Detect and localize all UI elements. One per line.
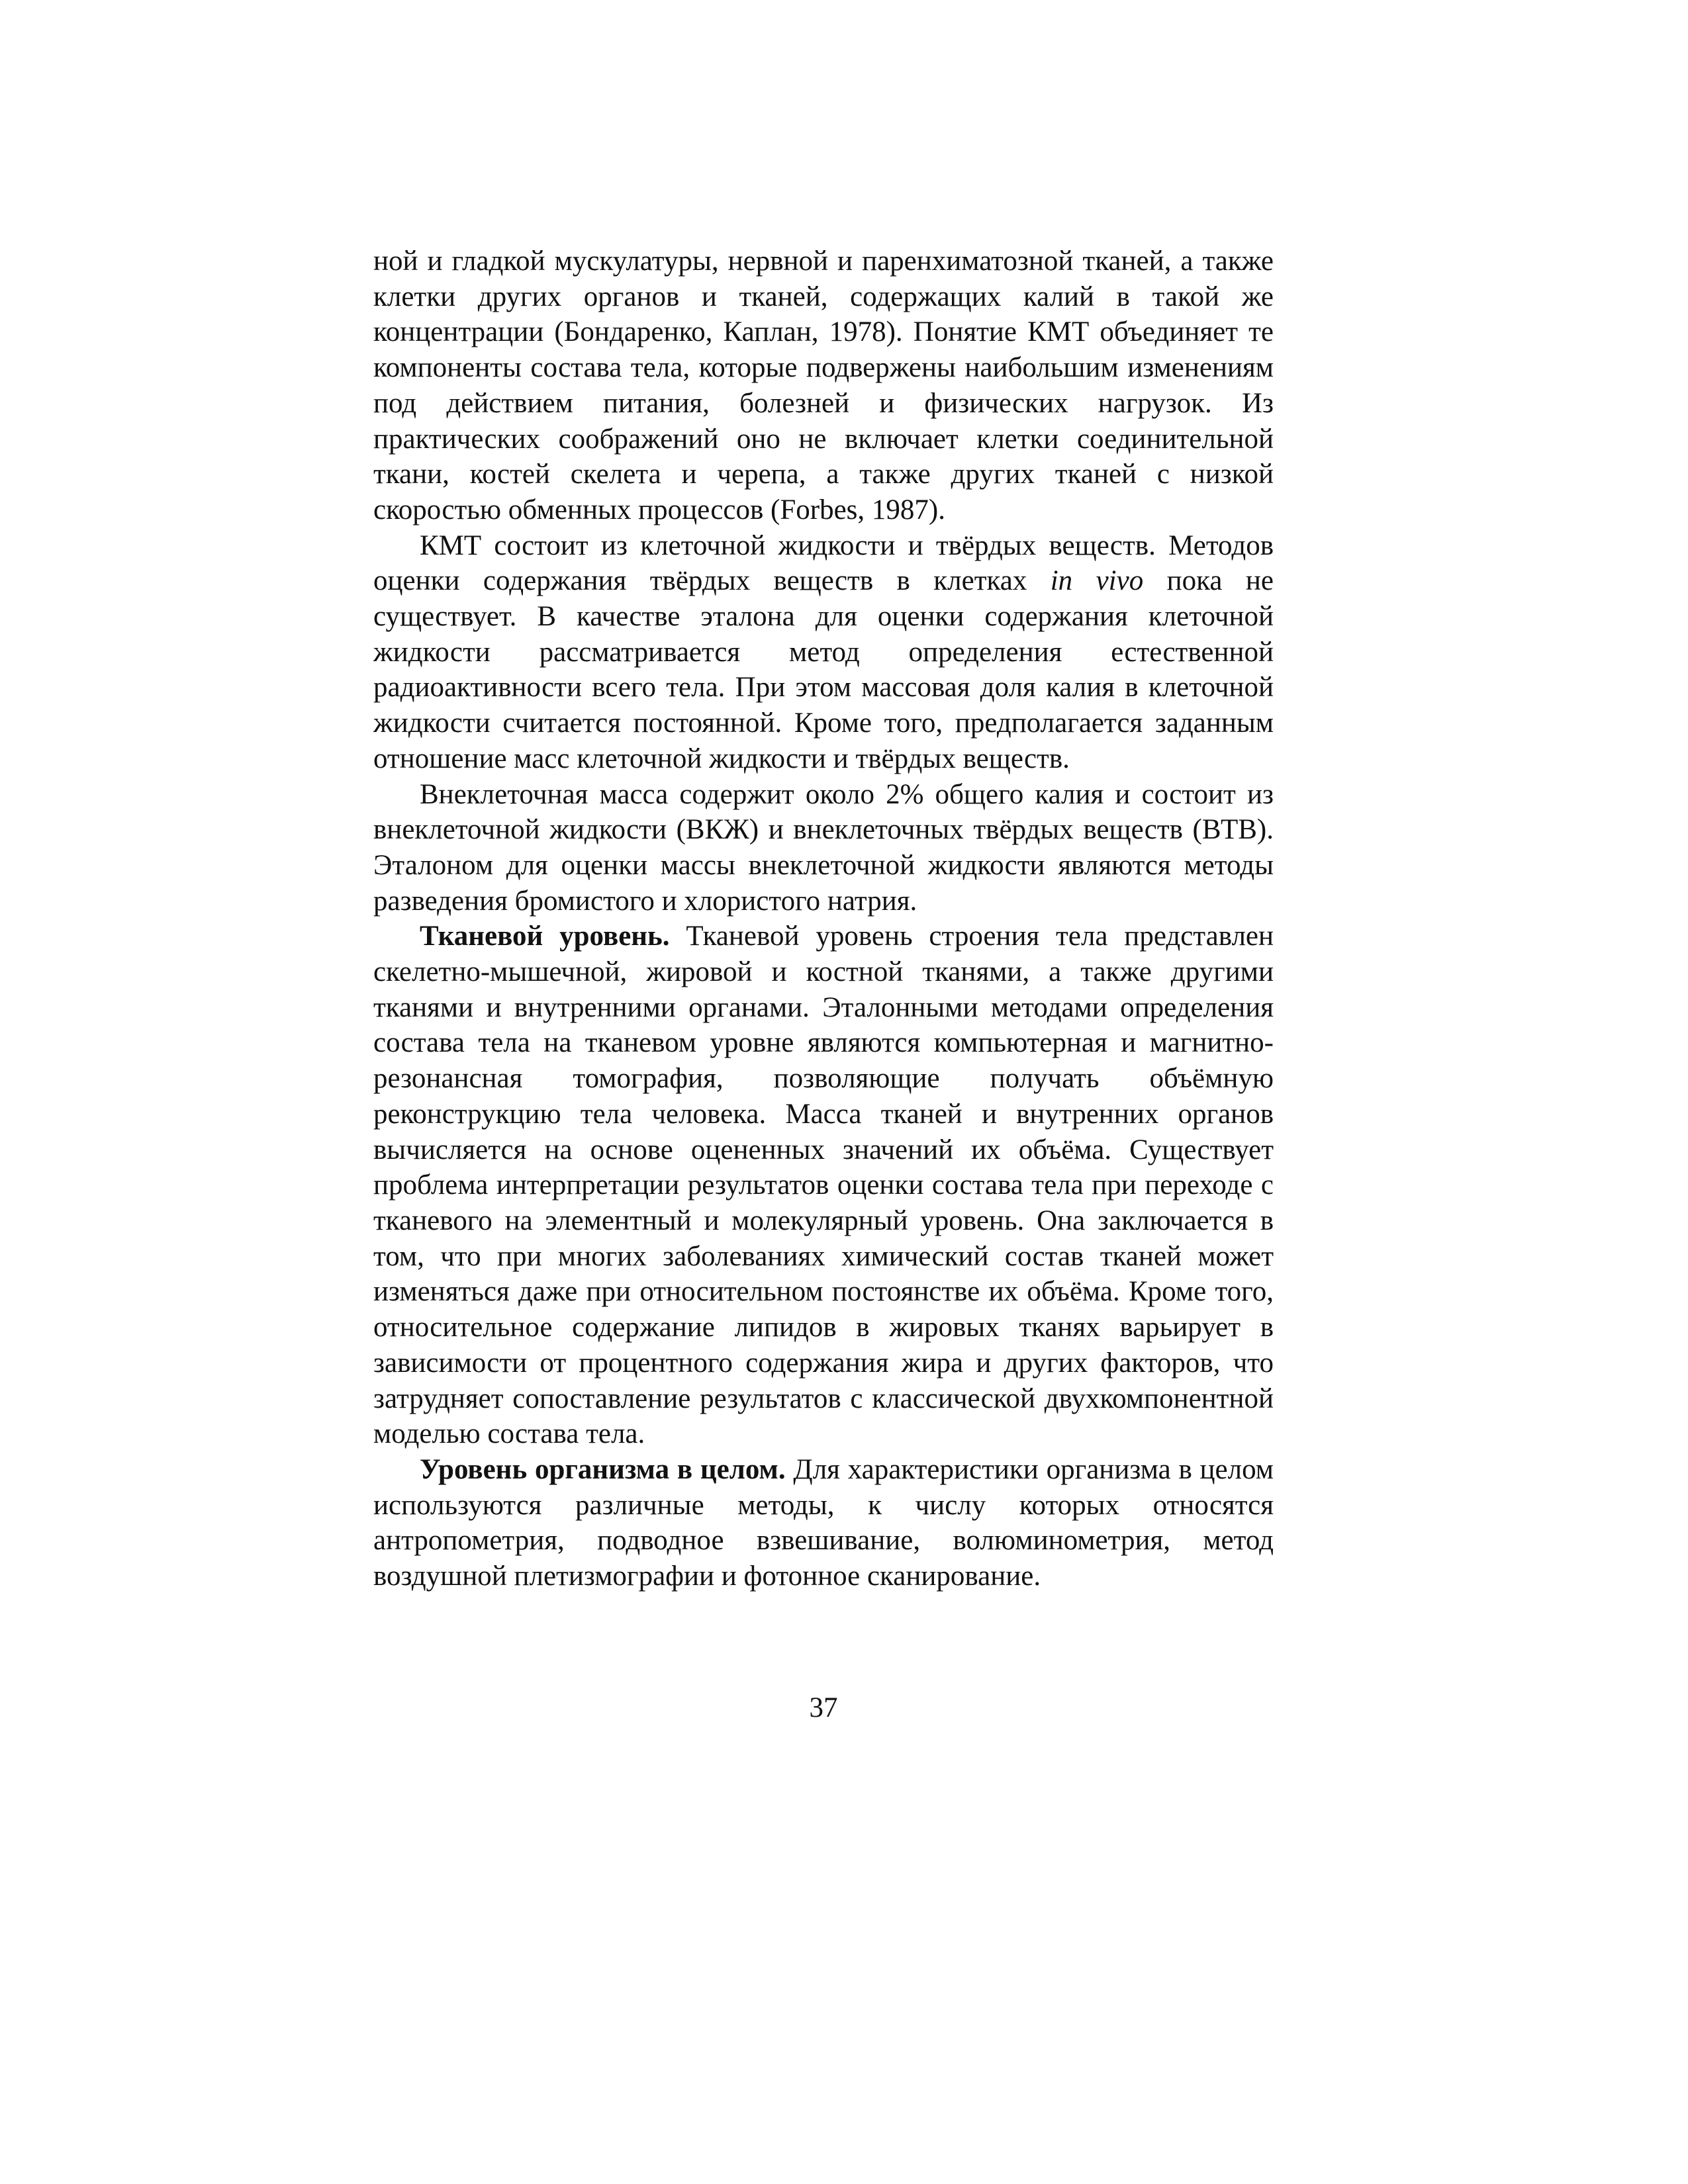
paragraph-2-text-after: пока не существует. В качестве эталона для оценки содержания клеточной жидкости рассматривается метод определения естественной радиоактивности всего тела. При этом массовая доля калия в клеточной жидкости считается постоянной. Кроме того, предполагается заданным отношение масс клеточной жидкости и твёрдых веществ. (373, 565, 1274, 774)
paragraph-3 (373, 777, 1274, 919)
paragraph-5-text: Для характеристики организма в целом используются различные методы, к числу которых относятся антропометрия, подводное взвешивание, волюминометрия, метод воздушной плетизмографии и фотонное сканирование. (373, 1453, 1274, 1592)
paragraph-1-text: ной и гладкой мускулатуры, нервной и паренхиматозной тканей, а также клетки других органов и тканей, содержащих калий в такой же концентрации (Бондаренко, Каплан, 1978). Понятие КМТ объединяет те компоненты состава тела, которые подвержены наибольшим изменениям под действием питания, болезней и физических нагрузок. Из практических соображений оно не включает клетки соединительной ткани, костей скелета и черепа, а также других тканей с низкой скоростью обменных процессов (Forbes, 1987). (373, 246, 1274, 525)
tissue-level-heading: Тканевой уровень. (420, 921, 670, 952)
paragraph-3-text: Внеклеточная масса содержит около 2% общего калия и состоит из внеклеточной жидкости (ВКЖ) и внеклеточных твёрдых веществ (ВТВ). Эталоном для оценки массы внеклеточной жидкости являются методы разведения бромистого и хлористого натрия. (373, 778, 1274, 917)
paragraph-2 (373, 528, 1274, 777)
page-number: 37 (809, 1692, 838, 1723)
paragraph-2-text-before: КМТ состоит из клеточной жидкости и твёрдых веществ. Методов оценки содержания твёрдых веществ в клетках (373, 529, 1274, 597)
paragraph-2-italic-term: in vivo (1050, 565, 1144, 597)
page-body (373, 244, 1274, 1594)
organism-level-heading: Уровень организма в целом. (420, 1453, 786, 1485)
paragraph-5 (373, 1452, 1274, 1594)
paragraph-1 (373, 244, 1274, 528)
paragraph-4 (373, 919, 1274, 1452)
paragraph-4-text: Тканевой уровень строения тела представлен скелетно-мышечной, жировой и костной тканями, а также другими тканями и внутренними органами. Эталонными методами определения состава тела на тканевом уровне являются компьютерная и магнитно-резонансная томография, позволяющие получать объёмную реконструкцию тела человека. Масса тканей и внутренних органов вычисляется на основе оцененных значений их объёма. Существует проблема интерпретации результатов оценки состава тела при переходе с тканевого на элементный и молекулярный уровень. Она заключается в том, что при многих заболеваниях химический состав тканей может изменяться даже при относительном постоянстве их объёма. Кроме того, относительное содержание липидов в жировых тканях варьирует в зависимости от процентного содержания жира и других факторов, что затрудняет сопоставление результатов с классической двухкомпонентной моделью состава тела. (373, 921, 1274, 1450)
